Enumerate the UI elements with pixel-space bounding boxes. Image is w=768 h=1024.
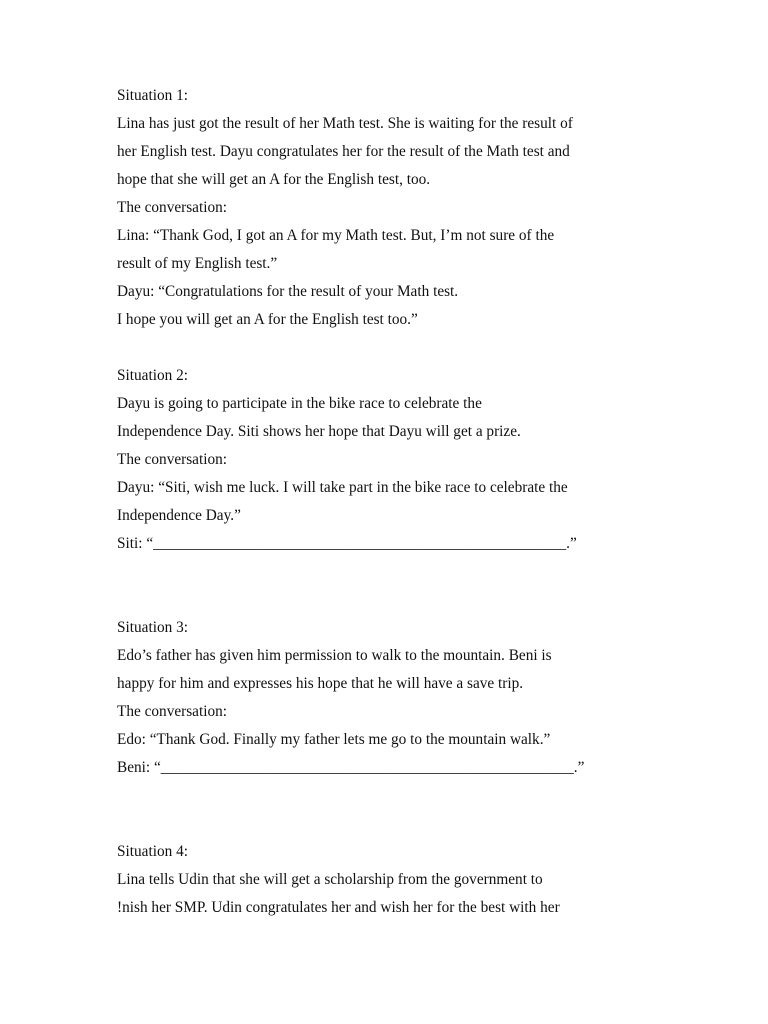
situation-4	[117, 838, 597, 922]
situation-3	[117, 614, 597, 782]
answer-blank-line: Siti: “______________________________________________________.”	[117, 535, 577, 552]
situation-heading: Situation 4:	[117, 843, 188, 860]
description-line: Dayu is going to participate in the bike race to celebrate the	[117, 395, 482, 412]
dialogue-line: Dayu: “Congratulations for the result of your Math test.	[117, 283, 459, 300]
situation-1	[117, 82, 597, 334]
document-page	[117, 82, 597, 922]
section-spacer	[117, 558, 597, 614]
situation-2	[117, 362, 597, 558]
dialogue-line: Dayu: “Siti, wish me luck. I will take part in the bike race to celebrate the	[117, 479, 568, 496]
section-spacer	[117, 782, 597, 838]
description-line: hope that she will get an A for the English test, too.	[117, 171, 431, 188]
situation-heading: Situation 2:	[117, 367, 188, 384]
answer-blank-line: Beni: “______________________________________________________.”	[117, 759, 585, 776]
conversation-label: The conversation:	[117, 451, 228, 468]
description-line: Edo’s father has given him permission to walk to the mountain. Beni is	[117, 647, 552, 664]
situation-heading: Situation 3:	[117, 619, 188, 636]
dialogue-line: Lina: “Thank God, I got an A for my Math test. But, I’m not sure of the	[117, 227, 555, 244]
dialogue-line: Edo: “Thank God. Finally my father lets me go to the mountain walk.”	[117, 731, 551, 748]
description-line: Lina has just got the result of her Math test. She is waiting for the result of	[117, 115, 573, 132]
description-line: happy for him and expresses his hope that he will have a save trip.	[117, 675, 524, 692]
description-line: Independence Day. Siti shows her hope that Dayu will get a prize.	[117, 423, 521, 440]
description-line: Lina tells Udin that she will get a scholarship from the government to	[117, 871, 543, 888]
section-spacer	[117, 334, 597, 362]
description-line: !nish her SMP. Udin congratulates her and wish her for the best with her	[117, 899, 560, 916]
dialogue-line: result of my English test.”	[117, 255, 278, 272]
situation-heading: Situation 1:	[117, 87, 188, 104]
dialogue-line: I hope you will get an A for the English test too.”	[117, 311, 418, 328]
conversation-label: The conversation:	[117, 199, 228, 216]
description-line: her English test. Dayu congratulates her for the result of the Math test and	[117, 143, 570, 160]
conversation-label: The conversation:	[117, 703, 228, 720]
dialogue-line: Independence Day.”	[117, 507, 241, 524]
